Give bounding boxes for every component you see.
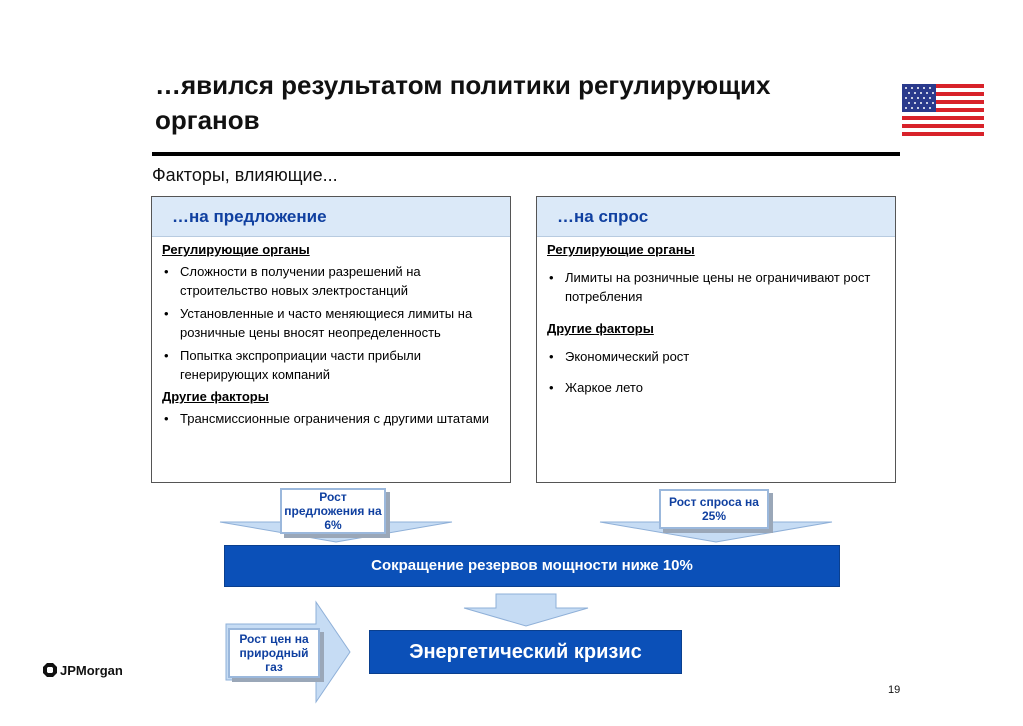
supply-growth-label: Рост предложения на 6% xyxy=(280,488,386,534)
crisis-down-arrow-icon xyxy=(462,592,592,628)
section-heading: Регулирующие органы xyxy=(162,242,310,257)
supply-panel-header: …на предложение xyxy=(152,197,510,237)
us-flag-icon xyxy=(902,84,984,136)
reserve-cut-bar: Сокращение резервов мощности ниже 10% xyxy=(224,545,840,587)
list-item: • Лимиты на розничные цены не ограничивают рост потребления xyxy=(547,268,885,306)
supply-factors-panel xyxy=(151,196,511,483)
jpmorgan-octagon-icon xyxy=(42,662,58,678)
jpmorgan-logo xyxy=(42,662,123,678)
list-item: • Трансмиссионные ограничения с другими штатами xyxy=(162,409,500,428)
list-item: • Жаркое лето xyxy=(547,378,885,397)
page-number: 19 xyxy=(888,684,901,696)
list-item: • Попытка экспроприации части прибыли генерирующих компаний xyxy=(162,346,500,384)
list-item: • Экономический рост xyxy=(547,347,885,366)
section-heading: Другие факторы xyxy=(162,389,269,404)
logo-text: JPMorgan xyxy=(60,662,123,678)
title-divider xyxy=(152,152,900,156)
demand-panel-header: …на спрос xyxy=(537,197,895,237)
demand-factors-panel xyxy=(536,196,896,483)
gas-price-growth-label: Рост цен на природный газ xyxy=(228,628,320,678)
demand-growth-label: Рост спроса на 25% xyxy=(659,489,769,529)
list-item: • Сложности в получении разрешений на строительство новых электростанций xyxy=(162,262,500,300)
section-heading: Регулирующие органы xyxy=(547,242,695,257)
section-heading: Другие факторы xyxy=(547,321,654,336)
slide-title: …явился результатом политики регулирующих органов xyxy=(155,70,771,135)
list-item: • Установленные и часто меняющиеся лимиты на розничные цены вносят неопределенность xyxy=(162,304,500,342)
factors-subtitle: Факторы, влияющие... xyxy=(152,165,338,185)
energy-crisis-box: Энергетический кризис xyxy=(369,630,682,674)
